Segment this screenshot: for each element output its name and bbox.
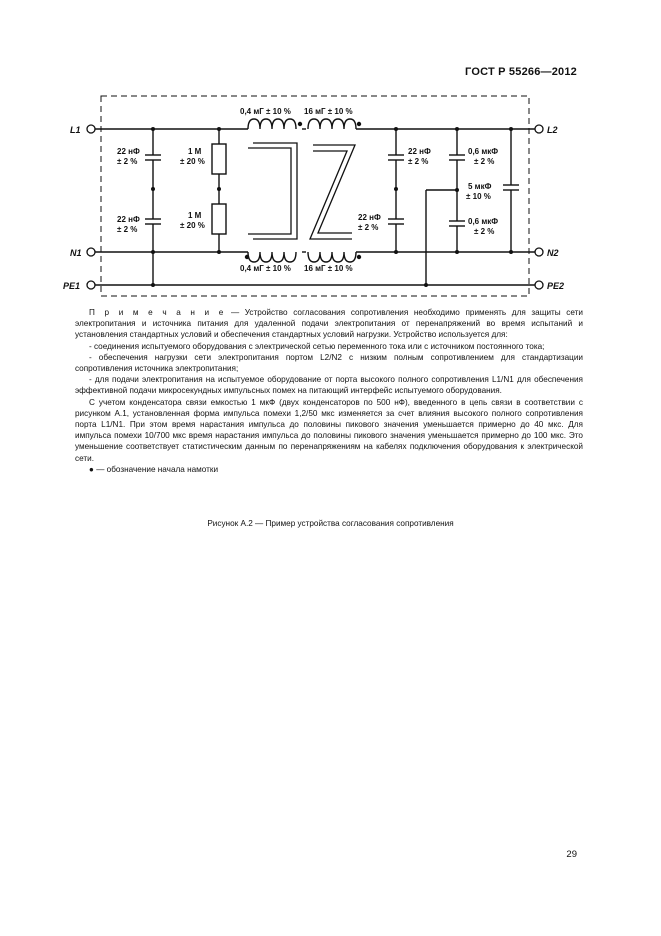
note-legend: ● — обозначение начала намотки — [89, 464, 219, 474]
terminal-pe1 — [87, 281, 95, 289]
label-cap-right-top-tol: ± 2 % — [474, 157, 495, 166]
choke-top-right — [308, 119, 356, 129]
terminal-n1 — [87, 248, 95, 256]
label-cap-left-bot-tol: ± 2 % — [117, 225, 138, 234]
label-cap-right-top: 0,6 мкФ — [468, 147, 499, 156]
label-choke-top-right: 16 мГ ± 10 % — [304, 107, 353, 116]
label-cap-mid-bot-tol: ± 2 % — [358, 223, 379, 232]
note-bullet-3: - для подачи электропитания на испытуемое оборудование от порта высокого полного сопротивления L1/N1 для обеспечения эффективной подачи микросекундных импульсных помех на питающий интерфейс испытуемого оборудования. — [75, 375, 583, 396]
label-res-bot: 1 М — [188, 211, 202, 220]
label-pe2: PE2 — [547, 281, 565, 291]
core-right — [310, 145, 355, 239]
label-cap-right-mid: 5 мкФ — [468, 182, 492, 191]
terminal-l2 — [535, 125, 543, 133]
label-choke-bot-right: 16 мГ ± 10 % — [304, 264, 353, 273]
label-cap-right-bot-tol: ± 2 % — [474, 227, 495, 236]
label-choke-top-left: 0,4 мГ ± 10 % — [240, 107, 291, 116]
note-intro: — Устройство согласования сопротивления необходимо применять для защиты сети электропитания и источника питания для удаленной подачи электропитания от перенапряжений во время испытаний и установления стандартных условий и обеспечения стандартных условий нагрузки. Устройство используется для: — [75, 308, 584, 340]
label-l1: L1 — [70, 125, 81, 135]
label-l2: L2 — [547, 125, 558, 135]
label-n2: N2 — [547, 248, 559, 258]
note-block — [75, 307, 583, 475]
label-n1: N1 — [70, 248, 82, 258]
choke-bot-left — [248, 252, 296, 262]
label-res-top-tol: ± 20 % — [180, 157, 205, 166]
page-number: 29 — [566, 849, 577, 860]
note-paragraph-2: С учетом конденсатора связи емкостью 1 мкФ (двух конденсаторов по 500 нФ), введенного в цепь связи в соответствии с рисунком А.1, установленная форма импульса помехи 1,2/50 мкс изменяется за счет влияния высокого полного сопротивления порта L1/N1. При этом время нарастания импульса до половины пикового значения уменьшается примерно до 40 мкс. Для импульса помехи 10/700 мкс время нарастания импульса до половины пикового значения уменьшается примерно до 100 мкс. Это уменьшение соответствует статистическим данным по перенапряжениям на кабелях подключения оборудования к электрической сети. — [75, 397, 583, 463]
cap-left — [145, 129, 161, 285]
label-cap-right-bot: 0,6 мкФ — [468, 217, 499, 226]
label-cap-right-mid-tol: ± 10 % — [466, 192, 491, 201]
terminal-n2 — [535, 248, 543, 256]
junction-dots — [151, 122, 513, 287]
label-choke-bot-left: 0,4 мГ ± 10 % — [240, 264, 291, 273]
document-header: ГОСТ Р 55266—2012 — [465, 66, 577, 78]
label-cap-left-bot: 22 нФ — [117, 215, 140, 224]
label-res-top: 1 М — [188, 147, 202, 156]
choke-top-left — [248, 119, 296, 129]
label-cap-left-top-tol: ± 2 % — [117, 157, 138, 166]
figure-caption: Рисунок А.2 — Пример устройства согласования сопротивления — [207, 519, 454, 528]
core-left — [248, 143, 297, 239]
label-cap-mid-bot: 22 нФ — [358, 213, 381, 222]
label-pe1: PE1 — [63, 281, 81, 291]
note-bullet-1: - соединения испытуемого оборудования с электрической сетью переменного тока или с источником постоянного тока; — [89, 341, 545, 351]
label-res-bot-tol: ± 20 % — [180, 221, 205, 230]
label-cap-left-top: 22 нФ — [117, 147, 140, 156]
note-label: П р и м е ч а н и е — [89, 308, 226, 317]
terminal-l1 — [87, 125, 95, 133]
label-cap-mid-top: 22 нФ — [408, 147, 431, 156]
choke-bot-right — [308, 252, 356, 262]
label-cap-mid-top-tol: ± 2 % — [408, 157, 429, 166]
circuit-diagram — [0, 0, 661, 310]
terminal-pe2 — [535, 281, 543, 289]
note-bullet-2: - обеспечения нагрузки сети электропитания портом L2/N2 с низким полным сопротивлением для стандартизации сопротивления источника электропитания; — [75, 352, 583, 374]
